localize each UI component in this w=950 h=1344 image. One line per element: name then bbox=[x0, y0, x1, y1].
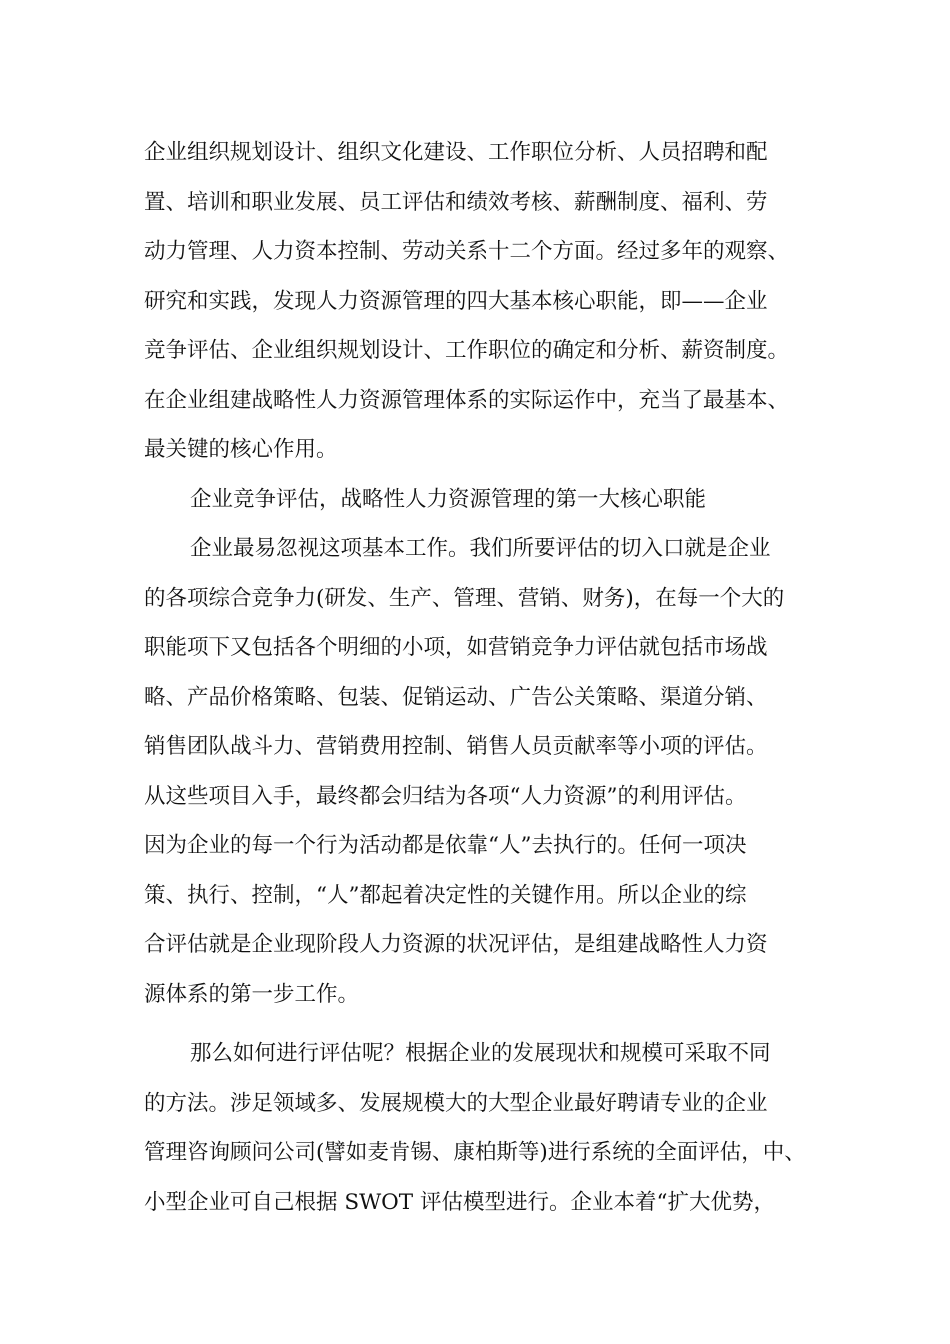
text-line: 销售团队战斗力、营销费用控制、销售人员贡献率等小项的评估。 bbox=[144, 734, 768, 759]
text-line: 因为企业的每一个行为活动都是依靠“人”去执行的。任何一项决 bbox=[144, 833, 747, 858]
text-line: 职能项下又包括各个明细的小项，如营销竞争力评估就包括市场战 bbox=[144, 635, 768, 660]
text-line: 的各项综合竞争力(研发、生产、管理、营销、财务)，在每一个大的 bbox=[144, 585, 785, 611]
paragraph-gap bbox=[144, 1019, 824, 1029]
text-line: 企业最易忽视这项基本工作。我们所要评估的切入口就是企业 bbox=[190, 536, 771, 561]
text-line: 竞争评估、企业组织规划设计、工作职位的确定和分析、薪资制度。 bbox=[144, 338, 790, 363]
text-line: 最关键的核心作用。 bbox=[144, 437, 338, 462]
text-line: 从这些项目入手，最终都会归结为各项“人力资源”的利用评估。 bbox=[144, 783, 747, 809]
text-line: 略、产品价格策略、包装、促销运动、广告公关策略、渠道分销、 bbox=[144, 684, 768, 710]
text-line: 源体系的第一步工作。 bbox=[144, 981, 360, 1007]
section-heading: 企业竞争评估，战略性人力资源管理的第一大核心职能 bbox=[190, 486, 707, 512]
text-line: 小型企业可自己根据 SWOT 评估模型进行。企业本着“扩大优势， bbox=[144, 1189, 775, 1215]
text-line: 置、培训和职业发展、员工评估和绩效考核、薪酬制度、福利、劳 bbox=[144, 189, 768, 215]
text-line: 动力管理、人力资本控制、劳动关系十二个方面。经过多年的观察、 bbox=[144, 239, 790, 264]
text-line: 研究和实践，发现人力资源管理的四大基本核心职能，即——企业 bbox=[144, 288, 768, 314]
text-line: 企业组织规划设计、组织文化建设、工作职位分析、人员招聘和配 bbox=[144, 140, 768, 165]
text-line: 策、执行、控制，“人”都起着决定性的关键作用。所以企业的综 bbox=[144, 882, 747, 908]
text-line: 的方法。涉足领域多、发展规模大的大型企业最好聘请专业的企业 bbox=[144, 1090, 768, 1116]
text-line: 管理咨询顾问公司(譬如麦肯锡、康柏斯等)进行系统的全面评估，中、 bbox=[144, 1140, 806, 1165]
text-line: 在企业组建战略性人力资源管理体系的实际运作中，充当了最基本、 bbox=[144, 387, 790, 413]
text-line: 那么如何进行评估呢？根据企业的发展现状和规模可采取不同 bbox=[190, 1041, 771, 1066]
document-body bbox=[144, 128, 824, 1227]
text-line: 合评估就是企业现阶段人力资源的状况评估，是组建战略性人力资 bbox=[144, 932, 768, 957]
